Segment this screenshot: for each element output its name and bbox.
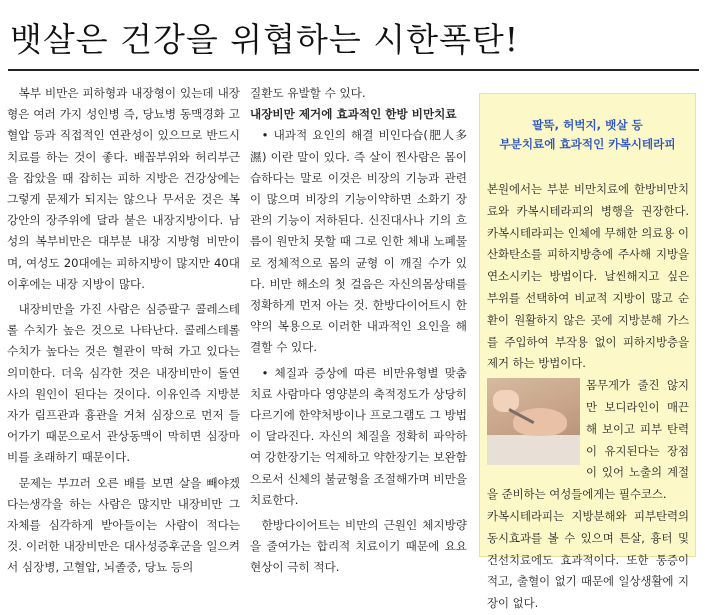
sidebar-body [487,179,689,615]
paragraph: 복부 비만은 피하형과 내장형이 있는데 내장형은 여러 가지 성인병 즉, 당뇨병 동맥경화 고혈압 등과 직접적인 연관성이 있으므로 반드시 치료를 하는 것이 좋다. 배꼽부위와 허리부근을 잡았을 때 잡히는 피하 지방은 건강상에는 그렇게 문제가 되지는 않으나 무서운 것은 복강안의 장주위에 달라 붙은 내장지방이다. 남성의 복부비만은 대부분 내장 지방형 비만이며, 여성도 20대에는 피하지방이 많지만 40대 이후에는 내장 지방이 많다. [7,86,240,291]
paragraph: 질환도 유발할 수 있다. [250,86,366,100]
sidebar-heading-line: 부분치료에 효과적인 카복시테라피 [499,137,676,151]
treatment-photo [487,378,580,465]
paragraph: 문제는 부끄러 오른 배를 보면 살을 빼야겠다는생각을 하는 사람은 많지만 내장비만 그 자체를 심각하게 받아들이는 사람이 적다는 것. 이러한 내장비만은 대사성증후군을 일으켜서 심장병, 고혈압, 뇌졸중, 당뇨 등의 [7,475,240,575]
paragraph: 한방다이어트는 비만의 근원인 체지방량을 줄여가는 합리적 치료이기 때문에 요요현상이 극히 적다. [250,518,467,575]
article-column-1 [7,83,240,579]
article-title: 뱃살은 건강을 위협하는 시한폭탄! [10,20,520,59]
sidebar-paragraph: 본원에서는 부분 비만치료에 한방비만치료와 카복시테라피의 병행을 권장한다. 카복시테라피는 인체에 무해한 의료용 이산화탄소를 피하지방층에 주사해 지방을 연소시키는 방법이다. 날씬해지고 싶은 부위를 선택하여 비교적 지방이 많고 순환이 원활하지 않은 곳에 지방분해 가스를 주입하여 부작용 없이 피하지방층을 제거 하는 방법이다. [487,182,689,371]
sidebar-paragraph: 카복시테라피는 지방분해와 피부탄력의 동시효과를 볼 수 있으며 튼살, 흉터 및 건선치료에도 효과적이다. 또한 통증이 적고, 출혈이 없기 때문에 일상생활에 지장이 없다. [487,508,689,611]
sidebar-paragraph: 몸무게가 줄진 않지만 보디라인이 매끈해 보이고 피부 탄력이 유지된다는 장점이 있어 노출의 계절을 준비하는 여성들에게는 필수코스. [487,378,689,502]
sidebar-heading [480,116,695,154]
sidebar-box [479,93,696,611]
section-heading: 내장비만 제거에 효과적인 한방 비만치료 [250,107,457,122]
paragraph: • 체질과 증상에 따른 비만유형별 맞춤 치료 사람마다 영양분의 축적정도가 상당히 다르기에 한약처방이나 프로그램도 그 방법이 달라진다. 자신의 체질을 정확히 파악하여 강한장기는 억제하고 약한장기는 보완함으로서 신체의 불균형을 조절해가며 비만을 치료한다. [250,365,467,507]
paragraph: 내장비만을 가진 사람은 심증팔구 콜레스테롤 수치가 높은 것으로 나타난다. 콜레스테롤 수치가 높다는 것은 혈관이 막혀 가고 있다는 의미한다. 더욱 심각한 것은 내장비만이 돌연사의 원인이 된다는 것이다. 이유인즉 지방분자가 림프관과 흉관을 거쳐 심장으로 먼저 들어가기 때문으로서 관상동맥이 막히면 심장마비를 초래하기 때문이다. [7,302,240,465]
paragraph: • 내과적 요인의 해결 비인다습(肥人多濕) 이란 말이 있다. 즉 살이 찐사람은 몸이 습하다는 말로 이것은 비장의 기능과 관련이 많으며 비장의 기능이약하면 소화기 장관의 기능이 저하된다. 신진대사나 기의 흐름이 원만치 못할 때 그로 인한 체내 노폐물로 정체적으로 몸의 균형 이 깨질 수가 있다. 비만 해소의 첫 걸음은 자신의몸상태를 정확하게 먼저 아는 것. 한방다이어트시 한약의 복용으로 이러한 내과적인 요인을 해결할 수 있다. [250,128,467,355]
title-divider [8,69,699,71]
article-column-2 [250,83,467,579]
sidebar-heading-line: 팔뚝, 허벅지, 뱃살 등 [532,118,643,132]
